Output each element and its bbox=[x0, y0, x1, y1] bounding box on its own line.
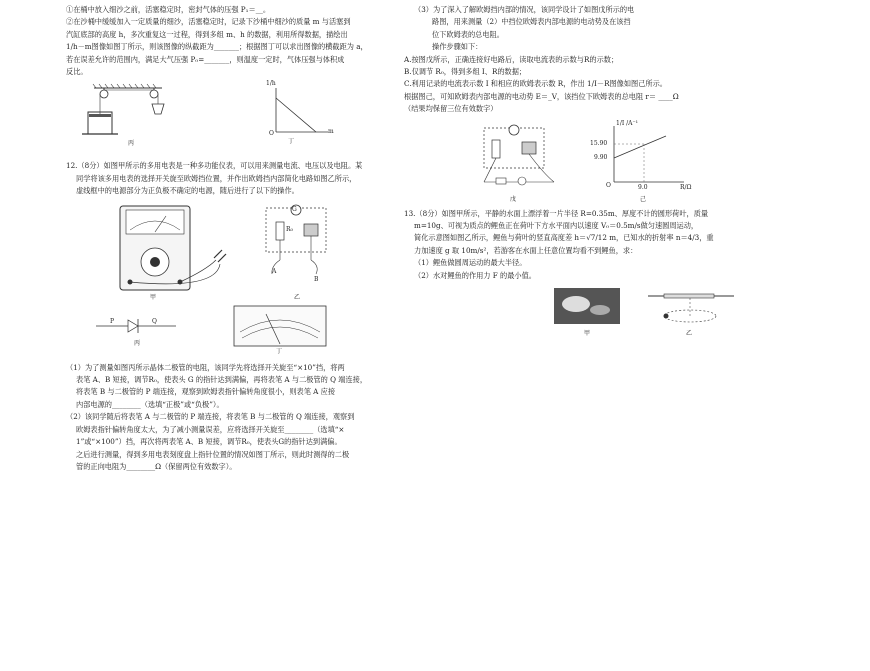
q11-line: ②在沙桶中缓缓加入一定质量的细沙，活塞稳定时，记录下沙桶中细沙的质量 m 与活塞到 bbox=[66, 17, 351, 27]
q13-line: m=10g、可视为质点的鲤鱼正在荷叶下方水平面内以速度 V₀＝0.5m/s做匀速圆周运动， bbox=[414, 221, 699, 231]
q13-figures bbox=[404, 286, 744, 340]
q11-line: 若在误差允许的范围内，满足大气压强 P₀=_______，则温度一定时，气体压强与体积成 bbox=[66, 54, 345, 64]
q12-part-line: （2）该同学随后将表笔 A 与二极管的 P 端连接，将表笔 B 与二极管的 Q 端连接，观察到 bbox=[66, 412, 355, 422]
q11-line: ①在桶中放入细沙之前，活塞稳定时，密封气体的压强 P₁＝__。 bbox=[66, 5, 271, 14]
q12-3-line: 路图，用来测量（2）中挡位欧姆表内部电源的电动势及在该挡 bbox=[432, 17, 631, 27]
ji-x1: 9.0 bbox=[638, 183, 648, 191]
step-line: A.按图戊所示，正确连接好电路后，读取电流表的示数与R的示数； bbox=[404, 54, 619, 64]
q13-line: （1）鲤鱼做圆周运动的最大半径。 bbox=[414, 258, 527, 268]
fig-label-bing: 丙 bbox=[128, 140, 135, 148]
q13-line: 13.（8分）如图甲所示，平静的水面上漂浮着一片半径 R=0.35m、厚度不计的圆形荷叶，质量 bbox=[404, 208, 709, 218]
fig-label-ding2: 丁 bbox=[276, 347, 283, 355]
q11-line: 汽缸底部的高度 h，多次重复这一过程，得到多组 m、h 的数据，利用所得数据，描绘出 bbox=[66, 29, 348, 39]
right-column bbox=[404, 4, 744, 340]
piston-pulley-figure bbox=[66, 82, 386, 138]
q13-line: 力加速度 g 取 10m/s²，若游客在水面上任意位置均看不到鲤鱼，求： bbox=[414, 245, 638, 255]
step-line: B.仅调节 R₀，得到多组 I、R的数据； bbox=[404, 67, 527, 77]
fig-label-jia13: 甲 bbox=[584, 330, 591, 338]
diode-dial-figure bbox=[66, 304, 386, 350]
q11-figures bbox=[66, 82, 386, 148]
ji-y2: 9.90 bbox=[594, 153, 608, 161]
step-line: （结果均保留三位有效数字） bbox=[404, 104, 498, 114]
q12-part-line: 之后进行测量，得到多用电表刻度盘上指针位置的情况如图丁所示，则此时测得的二极 bbox=[76, 449, 350, 459]
q12-3-line: 位下欧姆表的总电阻。 bbox=[432, 29, 504, 39]
diode-p-label: P bbox=[110, 317, 115, 325]
q12-3-line: （3）为了深入了解欧姆挡内部的情况，该同学设计了如图戊所示的电 bbox=[414, 5, 635, 14]
probe-b-label: B bbox=[314, 275, 319, 283]
q13-line: 简化示意图如图乙所示，鲤鱼与荷叶的竖直高度差 h＝√7/12 m，已知水的折射率 n＝4/3，重 bbox=[414, 233, 714, 243]
ji-origin: O bbox=[606, 181, 611, 189]
q11-line: 1/h－m图像如图丁所示，则该图像的纵截距为_______；根据图丁可以求出图像的横截距为 a， bbox=[66, 42, 368, 52]
diode-q-label: Q bbox=[152, 317, 157, 325]
fig-label-bing2: 丙 bbox=[134, 339, 141, 347]
q12-part-line: 将表笔 B 与二极管的 P 端连接，观察到欧姆表指针偏转角度很小，则表笔 A 应接 bbox=[76, 387, 336, 397]
q12-line: 虚线框中的电源部分为正负极不确定的电源，随后进行了以下的操作。 bbox=[76, 186, 299, 196]
q12-line: 12.（8分）如图甲所示的多用电表是一种多功能仪表，可以用来测量电流、电压以及电阻。某 bbox=[66, 161, 363, 171]
ji-x-label: R/Ω bbox=[680, 183, 692, 191]
fig-label-ding: 丁 bbox=[288, 138, 295, 146]
q12-figures-bottom bbox=[66, 304, 386, 356]
fig-label-jia: 甲 bbox=[150, 293, 157, 301]
q11-line: 反比。 bbox=[66, 67, 88, 77]
q12-part-line: 内部电源的________（选填“正极”或“负极”）。 bbox=[76, 399, 224, 409]
q12-part-line: 欧姆表指针偏转角度太大，为了减小测量误差，应将选择开关旋至________（选填“× bbox=[76, 424, 345, 434]
q12-line: 同学将该多用电表的选择开关旋至欧姆挡位置，并作出欧姆挡内部简化电路如图乙所示， bbox=[76, 173, 357, 183]
fig-label-yi: 乙 bbox=[294, 293, 301, 301]
q13-line: （2）水对鲤鱼的作用力 F 的最小值。 bbox=[414, 270, 536, 280]
ji-y-label: 1/I /A⁻¹ bbox=[616, 119, 639, 127]
lotus-fish-figure bbox=[404, 286, 744, 330]
q12-figures-top bbox=[66, 200, 386, 304]
fig-label-yi13: 乙 bbox=[686, 330, 693, 338]
ding-axis-y: 1/h bbox=[266, 80, 276, 88]
meter-g-label: G bbox=[292, 205, 297, 213]
left-column bbox=[66, 4, 386, 473]
ding-axis-x: m bbox=[328, 128, 334, 136]
q12-part-line: 1”或“×100”）挡，再次将两表笔 A、B 短接，调节R₀，使表头G的指针达到满偏。 bbox=[76, 437, 342, 447]
fig-label-ji: 己 bbox=[640, 195, 647, 203]
multimeter-figure bbox=[66, 200, 386, 296]
step-line: C.利用记录的电流表示数 I 和相应的欧姆表示数 R，作出 1/I－R图像如图己所示。 bbox=[404, 79, 667, 89]
q12-part-line: （1）为了测量如图丙所示晶体二极管的电阻，该同学先将选择开关旋至“×10”挡，将两 bbox=[66, 362, 345, 372]
ji-y1: 15.90 bbox=[590, 139, 608, 147]
circuit-graph-figure bbox=[404, 119, 744, 196]
fig-label-wu: 戊 bbox=[510, 195, 517, 203]
q12-3-line: 操作步骤如下： bbox=[432, 42, 483, 52]
probe-a-label: A bbox=[272, 267, 277, 275]
q12-3-figures bbox=[404, 119, 744, 204]
r0-label: R₀ bbox=[286, 225, 293, 233]
step-line: 根据图己，可知欧姆表内部电源的电动势 E＝_V，该挡位下欧姆表的总电阻 r＝ ____Ω bbox=[404, 91, 679, 101]
q12-part-line: 表笔 A、B 短接，调节R₀，使表头 G 的指针达到满偏，再将表笔 A 与二极管的 Q 端连接， bbox=[76, 375, 368, 385]
ding-origin: O bbox=[269, 130, 274, 138]
q12-part-line: 管的正向电阻为________Ω（保留两位有效数字）。 bbox=[76, 461, 237, 471]
